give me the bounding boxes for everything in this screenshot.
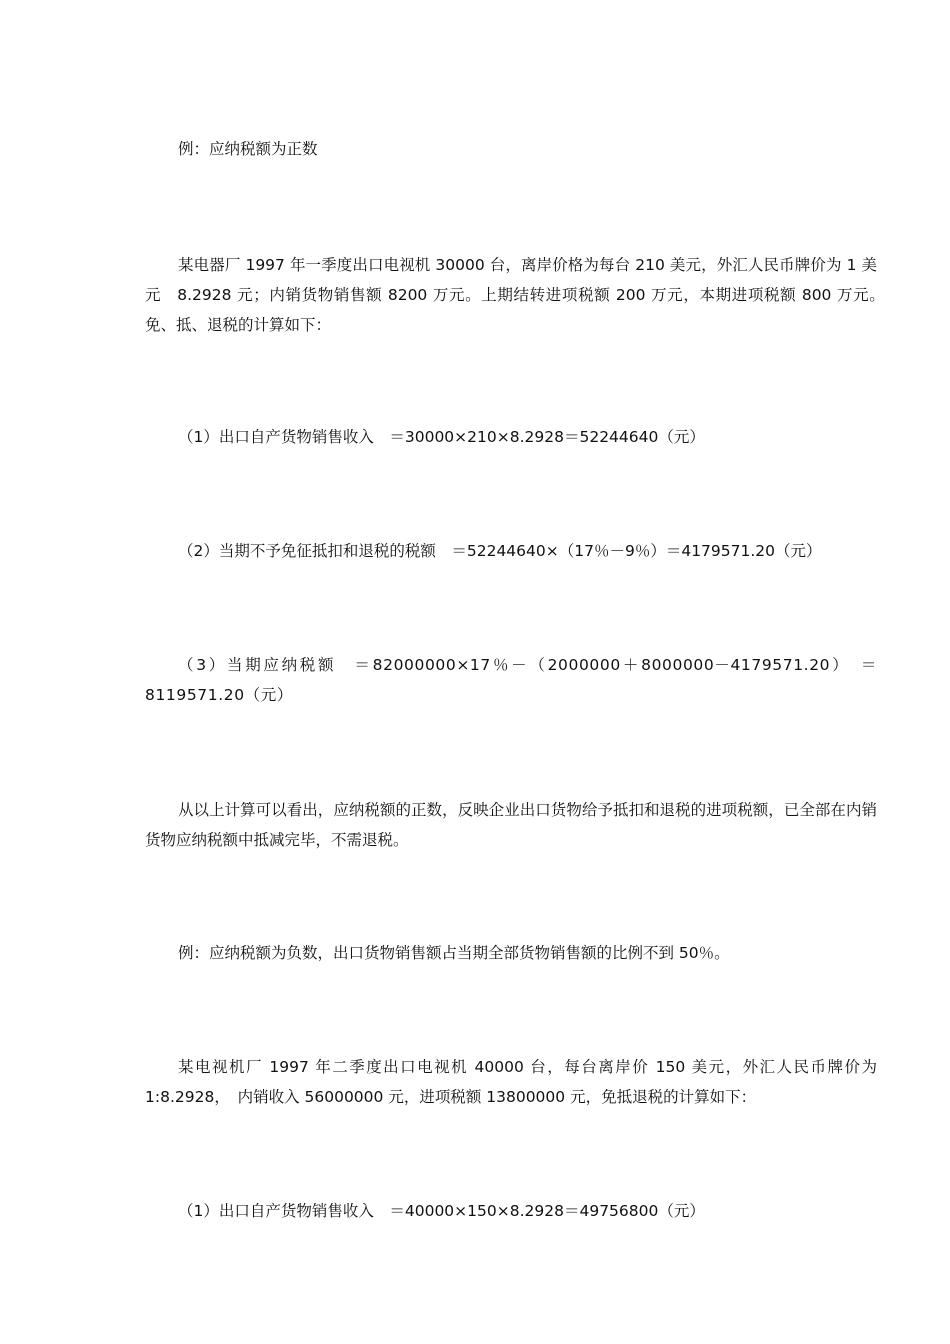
conclusion-paragraph: 从以上计算可以看出，应纳税额的正数，反映企业出口货物给予抵扣和退税的进项税额，已全部在内销货物应纳税额中抵减完毕，不需退税。: [145, 801, 877, 849]
calculation-step-1-second-example: （1）出口自产货物销售收入 ＝40000×150×8.2928＝49756800（元）: [178, 1202, 705, 1220]
calculation-step-3: （3）当期应纳税额 ＝82000000×17％－（2000000＋8000000－4179571.20） ＝8119571.20（元）: [145, 656, 877, 704]
calculation-step-2: （2）当期不予免征抵扣和退税的税额 ＝52244640×（17％－9％）＝4179571.20（元）: [178, 542, 822, 560]
example-heading-positive: 例：应纳税额为正数: [178, 140, 318, 158]
example-description-paragraph: 某电器厂 1997 年一季度出口电视机 30000 台，离岸价格为每台 210 美元，外汇人民币牌价为 1 美元 8.2928 元；内销货物销售额 8200 万元。上期结转进项税额 200 万元，本期进项税额 800 万元。 免、抵、退税的计算如下：: [145, 256, 893, 334]
calculation-step-1: （1）出口自产货物销售收入 ＝30000×210×8.2928＝52244640（元）: [178, 428, 705, 446]
example-description-paragraph-2: 某电视机厂 1997 年二季度出口电视机 40000 台，每台离岸价 150 美元，外汇人民币牌价为 1:8.2928， 内销收入 56000000 元，进项税额 13800000 元，免抵退税的计算如下：: [145, 1058, 877, 1106]
example-heading-negative: 例：应纳税额为负数，出口货物销售额占当期全部货物销售额的比例不到 50％。: [178, 944, 730, 962]
